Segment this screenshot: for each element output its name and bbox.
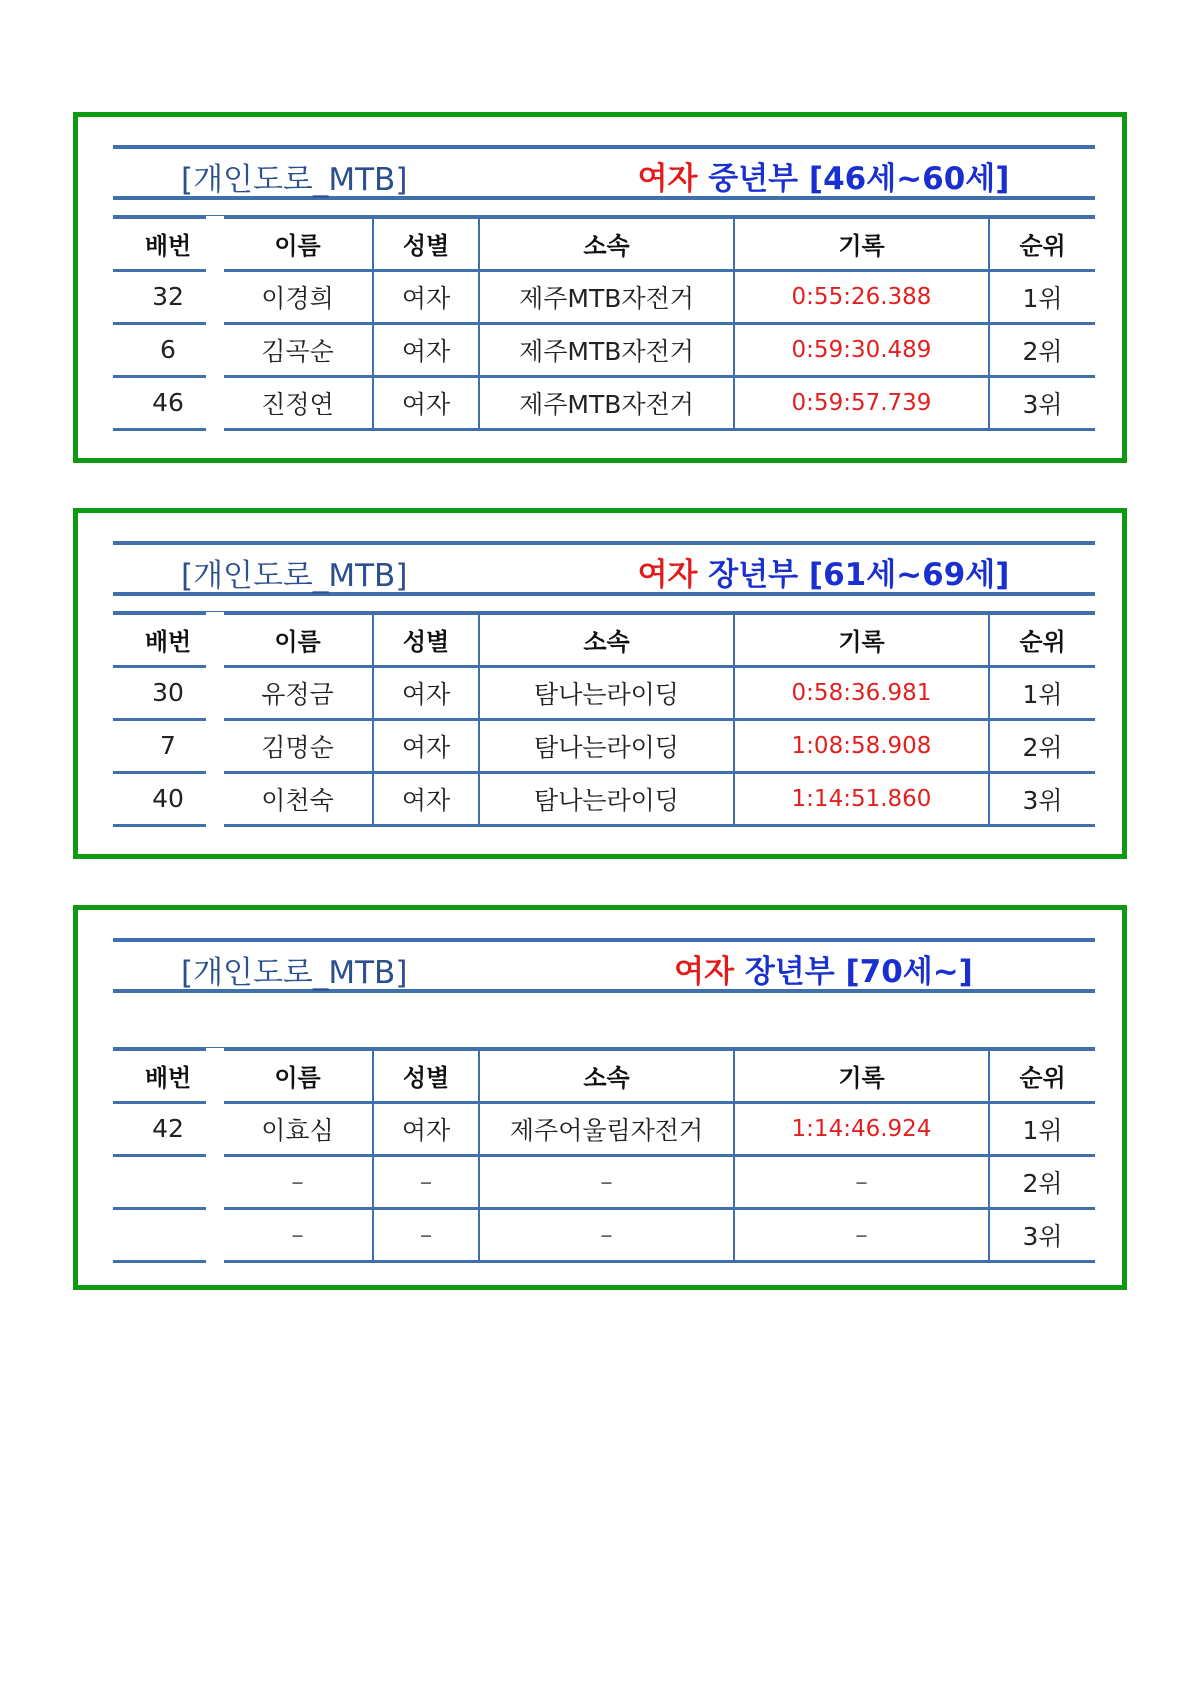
team-cell: 탐나는라이딩 xyxy=(479,772,734,825)
header-rank: 순위 xyxy=(989,217,1095,270)
division-title xyxy=(611,946,1036,991)
table-row xyxy=(113,323,1095,376)
bib-cell: 30 xyxy=(113,666,223,719)
record-cell: – xyxy=(734,1155,989,1208)
header-name: 이름 xyxy=(223,613,373,666)
header-record: 기록 xyxy=(734,613,989,666)
bib-cell: 40 xyxy=(113,772,223,825)
team-cell: – xyxy=(479,1208,734,1261)
series-label: [개인도로_MTB] xyxy=(181,558,408,594)
record-cell: 1:08:58.908 xyxy=(734,719,989,772)
header-sex: 성별 xyxy=(373,1049,479,1102)
table-row xyxy=(113,1102,1095,1155)
table-row xyxy=(113,376,1095,429)
rank-cell: 3위 xyxy=(989,772,1095,825)
results-table xyxy=(113,215,1095,431)
record-cell: 0:59:30.489 xyxy=(734,323,989,376)
rank-cell: 3위 xyxy=(989,376,1095,429)
bib-cell xyxy=(113,1208,223,1261)
results-panel-3 xyxy=(73,905,1127,1290)
rank-cell: 1위 xyxy=(989,270,1095,323)
series-label: [개인도로_MTB] xyxy=(181,955,408,991)
sex-cell: 여자 xyxy=(373,772,479,825)
bib-cell xyxy=(113,1155,223,1208)
record-cell: 0:58:36.981 xyxy=(734,666,989,719)
team-cell: – xyxy=(479,1155,734,1208)
division-label: 장년부 [61세~69세] xyxy=(708,557,1010,593)
record-cell: 1:14:51.860 xyxy=(734,772,989,825)
results-table xyxy=(113,1047,1095,1263)
panel-title-bar xyxy=(113,541,1095,596)
record-cell: 1:14:46.924 xyxy=(734,1102,989,1155)
sex-cell: 여자 xyxy=(373,1102,479,1155)
table-row xyxy=(113,666,1095,719)
panel-title-bar xyxy=(113,145,1095,200)
results-panel-2 xyxy=(73,508,1127,859)
header-team: 소속 xyxy=(479,613,734,666)
gender-label: 여자 xyxy=(637,557,698,593)
header-name: 이름 xyxy=(223,217,373,270)
team-cell: 제주어울림자전거 xyxy=(479,1102,734,1155)
rank-cell: 3위 xyxy=(989,1208,1095,1261)
sex-cell: 여자 xyxy=(373,323,479,376)
name-cell: 김곡순 xyxy=(223,323,373,376)
results-panel-1 xyxy=(73,112,1127,463)
header-team: 소속 xyxy=(479,217,734,270)
sex-cell: – xyxy=(373,1155,479,1208)
team-cell: 제주MTB자전거 xyxy=(479,270,734,323)
division-title xyxy=(611,153,1036,198)
rank-cell: 2위 xyxy=(989,719,1095,772)
header-bib: 배번 xyxy=(113,217,223,270)
name-cell: 김명순 xyxy=(223,719,373,772)
sex-cell: 여자 xyxy=(373,376,479,429)
gender-label: 여자 xyxy=(674,954,735,990)
bib-cell: 46 xyxy=(113,376,223,429)
division-label: 중년부 [46세~60세] xyxy=(708,161,1010,197)
sex-cell: 여자 xyxy=(373,666,479,719)
header-sex: 성별 xyxy=(373,217,479,270)
division-title xyxy=(611,549,1036,594)
team-cell: 탐나는라이딩 xyxy=(479,666,734,719)
name-cell: 이효심 xyxy=(223,1102,373,1155)
header-rank: 순위 xyxy=(989,1049,1095,1102)
team-cell: 제주MTB자전거 xyxy=(479,376,734,429)
table-header-row xyxy=(113,217,1095,270)
record-cell: 0:55:26.388 xyxy=(734,270,989,323)
table-header-row xyxy=(113,613,1095,666)
panel-title-bar xyxy=(113,938,1095,993)
record-cell: 0:59:57.739 xyxy=(734,376,989,429)
division-label: 장년부 [70세~] xyxy=(744,954,973,990)
bib-cell: 42 xyxy=(113,1102,223,1155)
series-label: [개인도로_MTB] xyxy=(181,162,408,198)
bib-cell: 6 xyxy=(113,323,223,376)
header-team: 소속 xyxy=(479,1049,734,1102)
sex-cell: 여자 xyxy=(373,719,479,772)
sex-cell: – xyxy=(373,1208,479,1261)
team-cell: 제주MTB자전거 xyxy=(479,323,734,376)
team-cell: 탐나는라이딩 xyxy=(479,719,734,772)
table-row xyxy=(113,270,1095,323)
name-cell: 유정금 xyxy=(223,666,373,719)
gender-label: 여자 xyxy=(637,161,698,197)
table-header-row xyxy=(113,1049,1095,1102)
header-sex: 성별 xyxy=(373,613,479,666)
record-cell: – xyxy=(734,1208,989,1261)
table-row xyxy=(113,719,1095,772)
header-name: 이름 xyxy=(223,1049,373,1102)
name-cell: – xyxy=(223,1155,373,1208)
name-cell: 이경희 xyxy=(223,270,373,323)
bib-cell: 7 xyxy=(113,719,223,772)
sex-cell: 여자 xyxy=(373,270,479,323)
table-row xyxy=(113,1155,1095,1208)
name-cell: – xyxy=(223,1208,373,1261)
bib-cell: 32 xyxy=(113,270,223,323)
header-bib: 배번 xyxy=(113,613,223,666)
header-record: 기록 xyxy=(734,217,989,270)
header-record: 기록 xyxy=(734,1049,989,1102)
name-cell: 진정연 xyxy=(223,376,373,429)
rank-cell: 2위 xyxy=(989,323,1095,376)
rank-cell: 1위 xyxy=(989,1102,1095,1155)
table-row xyxy=(113,772,1095,825)
table-row xyxy=(113,1208,1095,1261)
rank-cell: 2위 xyxy=(989,1155,1095,1208)
results-table xyxy=(113,611,1095,827)
header-rank: 순위 xyxy=(989,613,1095,666)
name-cell: 이천숙 xyxy=(223,772,373,825)
rank-cell: 1위 xyxy=(989,666,1095,719)
header-bib: 배번 xyxy=(113,1049,223,1102)
